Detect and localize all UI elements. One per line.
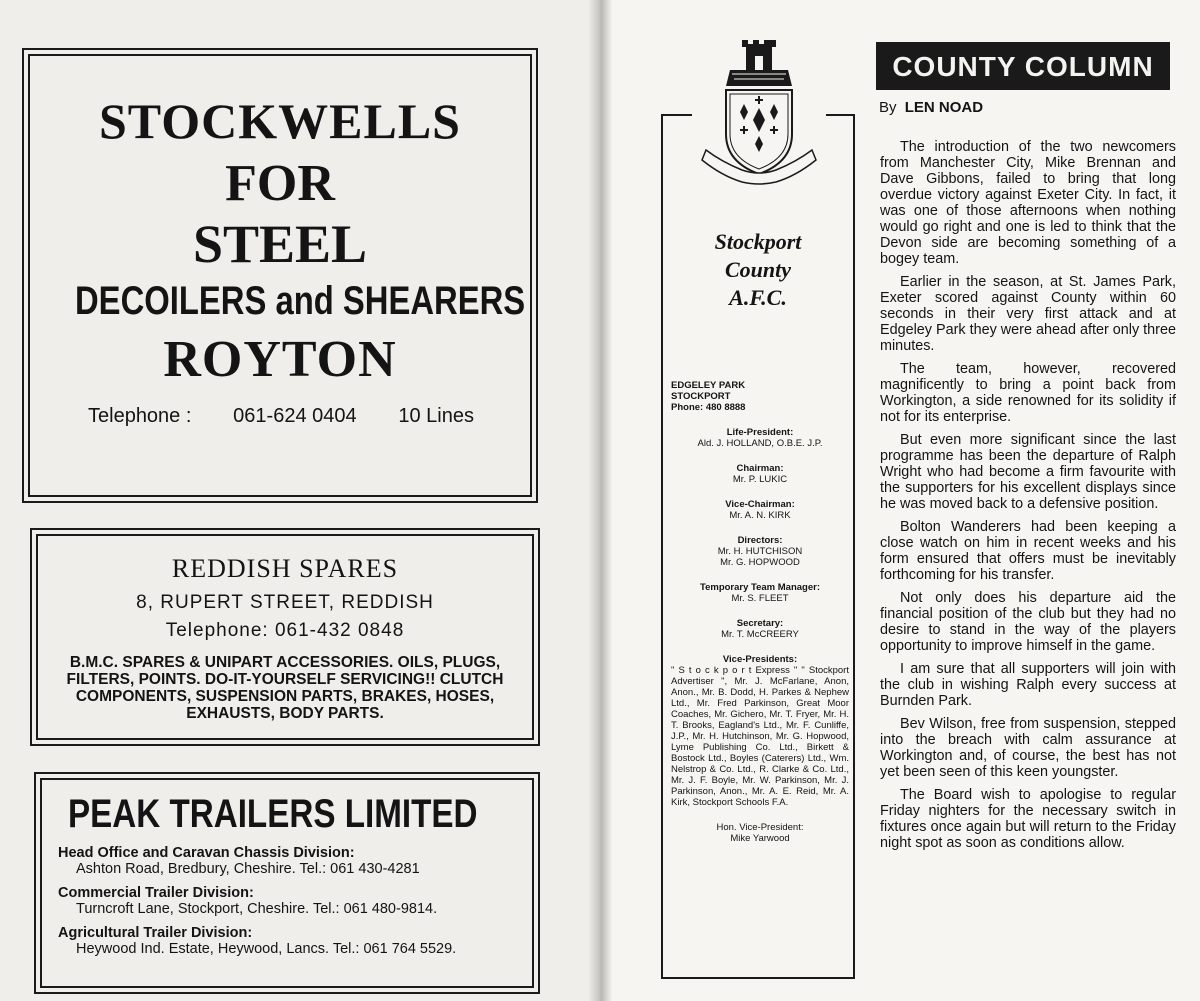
- peak-division: [58, 885, 532, 917]
- stockwells-tel-lines: 10 Lines: [398, 405, 474, 427]
- club-crest-icon: [692, 38, 826, 188]
- stockwells-tel-label: Telephone :: [88, 405, 192, 427]
- official-role: Directors:: [737, 535, 783, 546]
- stockwells-line1: STOCKWELLS: [98, 93, 461, 149]
- club-address-line1: EDGELEY PARK: [671, 380, 746, 391]
- vice-presidents: [671, 654, 849, 808]
- peak-division-detail: Turncroft Lane, Stockport, Cheshire. Tel.: 061 480-9814.: [76, 901, 438, 917]
- peak-trailers-advert-inner: [40, 778, 534, 988]
- peak-division: [58, 925, 532, 957]
- article-paragraph: I am sure that all supporters will join with the club in wishing Ralph every success at Burnden Park.: [880, 661, 1176, 709]
- peak-division-heading: Head Office and Caravan Chassis Division:: [58, 845, 355, 861]
- stockwells-tel-number: 061-624 0404: [233, 405, 357, 427]
- stockwells-advert-inner: [28, 54, 532, 497]
- club-address: [671, 380, 849, 413]
- reddish-address: 8, RUPERT STREET, REDDISH: [136, 592, 434, 613]
- club-name-line2: County: [724, 257, 792, 282]
- official-names: Mr. S. FLEET: [731, 593, 789, 604]
- official-role: Chairman:: [736, 463, 784, 474]
- stockwells-line4: DECOILERS and SHEARERS: [75, 279, 526, 323]
- article-paragraph: Not only does his departure aid the financial position of the club but they had no desire to stand in the way of the players opportunity to improve himself in the game.: [880, 590, 1176, 654]
- official-names: Mr. H. HUTCHISON Mr. G. HOPWOOD: [717, 546, 803, 568]
- club-officials: [671, 380, 849, 844]
- hon-vice-president-name: Mike Yarwood: [730, 833, 790, 844]
- peak-division-detail: Ashton Road, Bredbury, Cheshire. Tel.: 061 430-4281: [76, 861, 420, 877]
- club-name-line3: A.F.C.: [729, 285, 787, 310]
- hon-vice-president-label: Hon. Vice-President:: [716, 822, 804, 833]
- byline-author: LEN NOAD: [904, 99, 984, 116]
- byline-label: By: [879, 99, 897, 116]
- reddish-spares-advert-inner: [36, 534, 534, 740]
- official-entry: [671, 582, 849, 604]
- article-paragraph: Bev Wilson, free from suspension, stepped into the breach with calm assurance at Workington and, of course, the best has not yet been seen of this keen youngster.: [880, 716, 1176, 780]
- peak-title: PEAK TRAILERS LIMITED: [68, 792, 478, 836]
- article-paragraph: But even more significant since the last programme has been the departure of Ralph Wright who had become a firm favourite with the supporters for his excellent displays since he was moved back to a defensive position.: [880, 432, 1176, 512]
- stockwells-line3: STEEL: [192, 214, 368, 274]
- official-entry: [671, 427, 849, 449]
- official-entry: [671, 499, 849, 521]
- official-entry: [671, 463, 849, 485]
- official-entry: [671, 618, 849, 640]
- county-column-article: [880, 139, 1176, 858]
- official-role: Temporary Team Manager:: [699, 582, 821, 593]
- official-names: Ald. J. HOLLAND, O.B.E. J.P.: [697, 438, 823, 449]
- official-role: Life-President:: [726, 427, 794, 438]
- article-paragraph: Earlier in the season, at St. James Park, Exeter scored against County within 60 seconds in their very first attack and at Edgeley Park they were ahead after only three minutes.: [880, 274, 1176, 354]
- peak-division: [58, 845, 532, 877]
- peak-division-heading: Commercial Trailer Division:: [58, 885, 254, 901]
- vice-presidents-label: Vice-Presidents:: [722, 654, 798, 665]
- article-paragraph: The team, however, recovered magnificently to bring a point back from Workington, a side renowned for its solidity if not for its enterprise.: [880, 361, 1176, 425]
- article-paragraph: Bolton Wanderers had been keeping a close watch on him in recent weeks and his form ensured that offers must be inevitably forthcoming for his transfer.: [880, 519, 1176, 583]
- stockwells-telephone: [88, 405, 474, 428]
- official-role: Secretary:: [736, 618, 784, 629]
- peak-division-heading: Agricultural Trailer Division:: [58, 925, 253, 941]
- official-names: Mr. P. LUKIC: [732, 474, 788, 485]
- official-names: Mr. T. McCREERY: [721, 629, 799, 640]
- county-column-header: COUNTY COLUMN: [876, 42, 1170, 90]
- official-entry: [671, 535, 849, 568]
- club-address-line3: Phone: 480 8888: [671, 402, 746, 413]
- peak-trailers-advert: [34, 772, 540, 994]
- reddish-telephone: Telephone: 061-432 0848: [165, 620, 405, 641]
- stockwells-line5: ROYTON: [163, 331, 397, 388]
- club-address-line2: STOCKPORT: [671, 391, 731, 402]
- club-name-line1: Stockport: [714, 229, 802, 254]
- stockwells-line2: FOR: [225, 155, 335, 212]
- article-paragraph: The introduction of the two newcomers from Manchester City, Mike Brennan and Dave Gibbons, failed to bring that long overdue victory against Exeter City. In fact, it was one of those afternoons when nothing would go right and one is led to think that the Devon side are becoming something of a bogey team.: [880, 139, 1176, 267]
- official-role: Vice-Chairman:: [725, 499, 795, 510]
- club-name: [661, 228, 855, 312]
- vice-presidents-list: " S t o c k p o r t Express " " Stockport Advertiser ", Mr. J. McFarlane, Anon, Anon., Mr. B. Dodd, H. Parkes & Nephew Ltd., Mr. Fred Parkinson, Great Moor Coaches, Mr. Gichero, Mr. T. Fryer, Mr. H. T. Brooks, Eagland's Ltd., Mr. F. Cunliffe, J.P., Mr. H. Hutchinson, Mr. G. Hopwood, Lyme Publishing Co. Ltd., Birkett & Bostock Ltd., Boyles (Caterers) Ltd., Wm. Nelstrop & Co. Ltd., R. Clarke & Co. Ltd., Mr. J. F. Boyle, Mr. W. Parkinson, Mr. J. Parkinson, Anon., Mr. A. E. Reid, Mr. A. Kirk, Stockport Schools F.A.: [671, 665, 849, 808]
- peak-division-detail: Heywood Ind. Estate, Heywood, Lancs. Tel.: 061 764 5529.: [76, 941, 457, 957]
- hon-vice-president: [671, 822, 849, 844]
- article-paragraph: The Board wish to apologise to regular Friday nighters for the necessary switch in fixtures once again but will return to the Friday night spot as soon as conditions allow.: [880, 787, 1176, 851]
- byline: [879, 99, 983, 116]
- page-spine: [588, 0, 612, 1001]
- stockwells-advert: [22, 48, 538, 503]
- official-names: Mr. A. N. KIRK: [729, 510, 791, 521]
- reddish-description: B.M.C. SPARES & UNIPART ACCESSORIES. OILS, PLUGS, FILTERS, POINTS. DO-IT-YOURSELF SERVICING!! CLUTCH COMPONENTS, SUSPENSION PARTS, BRAKES, HOSES, EXHAUSTS, BODY PARTS.: [66, 654, 504, 722]
- reddish-spares-advert: [30, 528, 540, 746]
- reddish-name: REDDISH SPARES: [171, 554, 399, 583]
